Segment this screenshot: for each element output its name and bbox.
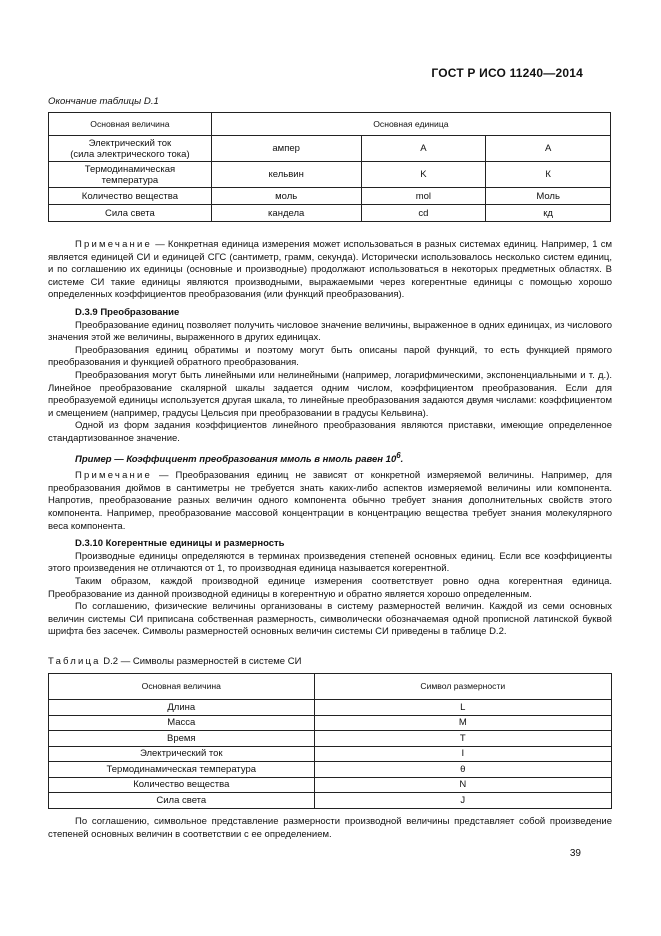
table-d2 <box>48 673 612 809</box>
table2-symbol-cell: I <box>314 746 611 762</box>
document-code: ГОСТ Р ИСО 11240—2014 <box>431 66 583 80</box>
example-paragraph: Пример — Коэффициент преобразования ммоль в нмоль равен $10^6$. <box>75 450 404 465</box>
paragraph: Преобразования могут быть линейными или нелинейными (например, логарифмическими, экспоненциальными и т. д.). Линейное преобразование скалярной шкалы задается одним числом, коэффициентом преобразования. Если для преобразуемой единицы используется другая шкала, то линейные преобразования задаются двумя числами: коэффициентом и смещением (например, градусы Цельсия при преобразовании в градусы Кельвина). <box>48 369 612 419</box>
table1-caption: Окончание таблицы D.1 <box>48 96 159 107</box>
table-row <box>49 205 611 222</box>
table2-quantity-cell: Масса <box>49 715 315 731</box>
table1-unit-name-cell: ампер <box>211 136 361 162</box>
main-text <box>48 239 612 639</box>
table1-quantity-cell: Термодинамическая температура <box>49 162 212 188</box>
paragraph: Преобразование единиц позволяет получить числовое значение величины, выраженное в одних единицах, из числового значения этой же величины, выраженного в других единицах. <box>48 319 612 344</box>
note-text: — Конкретная единица измерения может использоваться в разных системах единиц. Например, 1 см является единицей СИ и единицей СГС (сантиметр, грамм, секунда). Исторически использовалось несколько систем единиц, и по соглашению их единицы (основные и производные) продолжают использоваться в некоторых предметных областях. В системе СИ такие единицы являются производными, выражаемыми через когерентные единицы с помощью хорошо определенных коэффициентов преобразования (или функций преобразования). <box>48 239 612 301</box>
table1-quantity-cell: Количество вещества <box>49 188 212 205</box>
table-row <box>49 762 612 778</box>
table2-caption-label: Таблица <box>48 656 101 667</box>
table1-symbol-ru-cell: Моль <box>486 188 611 205</box>
table2-symbol-cell: M <box>314 715 611 731</box>
table2-symbol-cell: θ <box>314 762 611 778</box>
table1-header-quantity: Основная величина <box>49 113 212 136</box>
table1-symbol-cell: A <box>361 136 486 162</box>
table-row <box>49 793 612 809</box>
table2-symbol-cell: N <box>314 777 611 793</box>
example-superscript: 6 <box>396 450 401 460</box>
table1-symbol-cell: K <box>361 162 486 188</box>
example-text: Пример — Коэффициент преобразования ммоль в нмоль равен 10 <box>75 453 397 465</box>
table-row <box>49 700 612 716</box>
table2-header-symbol: Символ размерности <box>314 674 611 700</box>
table2-symbol-cell: T <box>314 731 611 747</box>
table-row <box>49 136 611 162</box>
table2-quantity-cell: Сила света <box>49 793 315 809</box>
table2-caption <box>48 656 301 667</box>
table-row <box>49 746 612 762</box>
table2-caption-text: D.2 — Символы размерностей в системе СИ <box>100 656 302 667</box>
table2-symbol-cell: J <box>314 793 611 809</box>
table1-unit-name-cell: моль <box>211 188 361 205</box>
page-number: 39 <box>569 848 581 859</box>
table1-symbol-ru-cell: К <box>486 162 611 188</box>
paragraph: По соглашению, физические величины организованы в систему размерностей величин. Каждой из семи основных величин системы СИ приписана собственная размерность, символически обозначаемая одной прописной латинской буквой шрифта без засечек. Символы размерностей основных величин системы СИ приведены в таблице D.2. <box>48 601 612 638</box>
table-row <box>49 188 611 205</box>
table-row <box>49 715 612 731</box>
table-row <box>49 162 611 188</box>
table2-symbol-cell: L <box>314 700 611 716</box>
table1-header-unit: Основная единица <box>211 113 610 136</box>
note-label: Примечание <box>75 470 152 482</box>
table-row <box>49 731 612 747</box>
table-row <box>49 777 612 793</box>
table1-quantity-cell: Сила света <box>49 205 212 222</box>
table1-symbol-cell: cd <box>361 205 486 222</box>
table1-symbol-ru-cell: А <box>486 136 611 162</box>
note-paragraph <box>48 470 612 533</box>
table1-symbol-ru-cell: кд <box>486 205 611 222</box>
table1-symbol-cell: mol <box>361 188 486 205</box>
table1-unit-name-cell: кельвин <box>211 162 361 188</box>
table2-quantity-cell: Электрический ток <box>49 746 315 762</box>
paragraph: По соглашению, символьное представление размерности производной величины представляет собой произведение степеней основных величин в соответствии с ее определением. <box>48 816 612 840</box>
paragraph: Таким образом, каждой производной единице измерения соответствует ровно одна когерентная единица. Преобразование из данной производной единицы в когерентную и обратно является хорошо определенным. <box>48 576 612 600</box>
table2-quantity-cell: Термодинамическая температура <box>49 762 315 778</box>
table2-quantity-cell: Количество вещества <box>49 777 315 793</box>
table2-quantity-cell: Длина <box>49 700 315 716</box>
table2-quantity-cell: Время <box>49 731 315 747</box>
table1-quantity-cell: Электрический ток (сила электрического тока) <box>49 136 212 162</box>
paragraph: Одной из форм задания коэффициентов линейного преобразования являются приставки, имеющие определенное стандартизованное значение. <box>48 420 612 444</box>
section-heading-d39: D.3.9 Преобразование <box>75 306 180 318</box>
note-text: — Преобразования единиц не зависят от конкретной измеряемой величины. Например, для преобразования дюймов в сантиметры не требуется знать каких-либо аспектов измеряемой величины или компонента. Напротив, преобразование разных величин одного компонента обычно требует знания дополнительных свойств этого компонента. Например, преобразование массовой концентрации в концентрацию вещества требует знания молекулярного веса компонента. <box>48 470 612 532</box>
note-label: Примечание <box>75 239 152 250</box>
closing-text <box>48 816 612 841</box>
table-d1-end <box>48 112 611 222</box>
note-paragraph <box>48 239 612 302</box>
table2-header-quantity: Основная величина <box>49 674 315 700</box>
paragraph: Преобразования единиц обратимы и поэтому могут быть описаны парой функций, то есть функцией прямого преобразования и функцией обратного преобразования. <box>48 344 612 369</box>
paragraph: Производные единицы определяются в терминах произведения степеней основных единиц. Если все коэффициенты этого произведения не отличаются от 1, то производная единица называется когерентной. <box>48 550 612 575</box>
section-heading-d310: D.3.10 Когерентные единицы и размерность <box>75 538 285 550</box>
table1-unit-name-cell: кандела <box>211 205 361 222</box>
